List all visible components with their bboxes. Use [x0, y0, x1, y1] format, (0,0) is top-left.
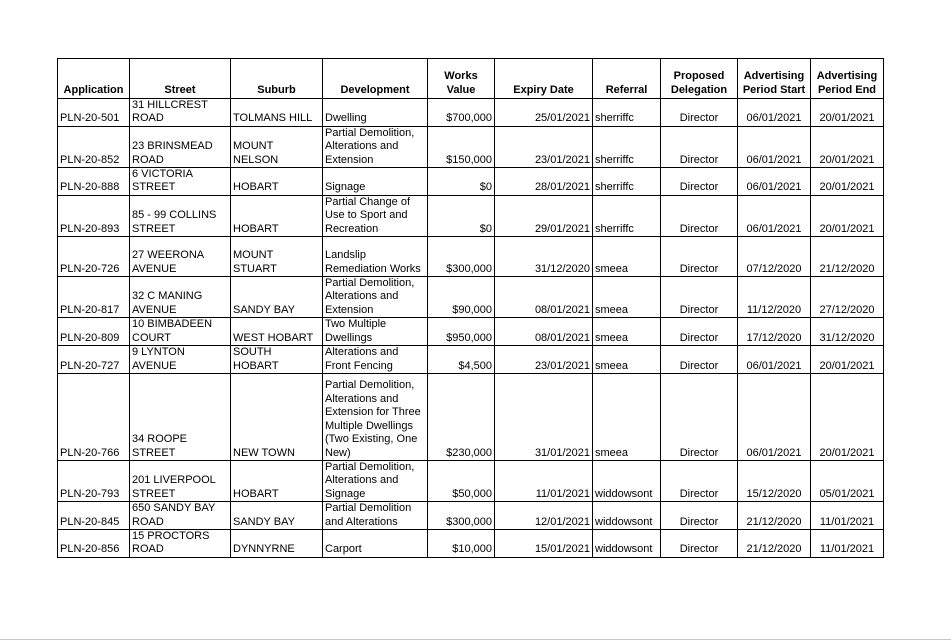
cell-advertising-start: 06/01/2021: [738, 373, 811, 460]
cell-expiry-date: 08/01/2021: [495, 277, 593, 318]
cell-development: Partial Demolition, Alterations and Extension for Three Multiple Dwellings (Two Existing, One New): [323, 373, 428, 460]
cell-development: Partial Change of Use to Sport and Recreation: [323, 195, 428, 236]
cell-suburb: HOBART: [231, 168, 323, 196]
cell-development: Signage: [323, 168, 428, 196]
header-suburb: Suburb: [231, 59, 323, 99]
cell-suburb: HOBART: [231, 460, 323, 501]
cell-suburb: WEST HOBART: [231, 318, 323, 346]
cell-suburb: SANDY BAY: [231, 502, 323, 530]
cell-works-value: $90,000: [428, 277, 495, 318]
table-row: [58, 126, 884, 167]
cell-application: PLN-20-793: [58, 460, 130, 501]
cell-development: Landslip Remediation Works: [323, 237, 428, 277]
cell-street: 10 BIMBADEEN COURT: [130, 318, 231, 346]
cell-delegation: Director: [661, 373, 738, 460]
cell-expiry-date: 29/01/2021: [495, 195, 593, 236]
cell-advertising-start: 06/01/2021: [738, 168, 811, 196]
cell-referral: widdowsont: [593, 460, 661, 501]
cell-application: PLN-20-856: [58, 529, 130, 557]
cell-application: PLN-20-845: [58, 502, 130, 530]
header-application: Application: [58, 59, 130, 99]
cell-suburb: SOUTH HOBART: [231, 346, 323, 374]
cell-application: PLN-20-726: [58, 237, 130, 277]
table-row: [58, 318, 884, 346]
cell-expiry-date: 23/01/2021: [495, 346, 593, 374]
cell-street: 85 - 99 COLLINS STREET: [130, 195, 231, 236]
cell-advertising-start: 11/12/2020: [738, 277, 811, 318]
cell-referral: sherriffc: [593, 195, 661, 236]
cell-delegation: Director: [661, 346, 738, 374]
cell-referral: widdowsont: [593, 502, 661, 530]
cell-expiry-date: 15/01/2021: [495, 529, 593, 557]
cell-street: 34 ROOPE STREET: [130, 373, 231, 460]
cell-works-value: $4,500: [428, 346, 495, 374]
cell-works-value: $150,000: [428, 126, 495, 167]
cell-works-value: $700,000: [428, 99, 495, 127]
cell-referral: smeea: [593, 373, 661, 460]
cell-delegation: Director: [661, 195, 738, 236]
cell-referral: smeea: [593, 346, 661, 374]
cell-advertising-start: 06/01/2021: [738, 126, 811, 167]
cell-street: 650 SANDY BAY ROAD: [130, 502, 231, 530]
header-referral: Referral: [593, 59, 661, 99]
cell-works-value: $950,000: [428, 318, 495, 346]
cell-advertising-start: 06/01/2021: [738, 346, 811, 374]
cell-advertising-end: 20/01/2021: [811, 99, 884, 127]
cell-application: PLN-20-727: [58, 346, 130, 374]
cell-expiry-date: 25/01/2021: [495, 99, 593, 127]
cell-works-value: $300,000: [428, 502, 495, 530]
cell-delegation: Director: [661, 168, 738, 196]
cell-advertising-start: 06/01/2021: [738, 99, 811, 127]
cell-suburb: NEW TOWN: [231, 373, 323, 460]
cell-street: 23 BRINSMEAD ROAD: [130, 126, 231, 167]
header-proposed-delegation: Proposed Delegation: [661, 59, 738, 99]
cell-works-value: $300,000: [428, 237, 495, 277]
cell-advertising-end: 05/01/2021: [811, 460, 884, 501]
table-row: [58, 277, 884, 318]
cell-application: PLN-20-501: [58, 99, 130, 127]
table-row: [58, 346, 884, 374]
cell-works-value: $10,000: [428, 529, 495, 557]
cell-delegation: Director: [661, 502, 738, 530]
cell-delegation: Director: [661, 318, 738, 346]
cell-advertising-end: 20/01/2021: [811, 373, 884, 460]
header-advertising-end: Advertising Period End: [811, 59, 884, 99]
cell-street: 15 PROCTORS ROAD: [130, 529, 231, 557]
cell-development: Alterations and Front Fencing: [323, 346, 428, 374]
table-row: [58, 460, 884, 501]
cell-referral: widdowsont: [593, 529, 661, 557]
cell-advertising-end: 31/12/2020: [811, 318, 884, 346]
cell-street: 6 VICTORIA STREET: [130, 168, 231, 196]
cell-suburb: SANDY BAY: [231, 277, 323, 318]
header-advertising-start: Advertising Period Start: [738, 59, 811, 99]
cell-suburb: DYNNYRNE: [231, 529, 323, 557]
cell-advertising-start: 21/12/2020: [738, 502, 811, 530]
cell-delegation: Director: [661, 277, 738, 318]
cell-development: Partial Demolition, Alterations and Extension: [323, 126, 428, 167]
cell-development: Partial Demolition, Alterations and Signage: [323, 460, 428, 501]
table-row: [58, 529, 884, 557]
cell-suburb: TOLMANS HILL: [231, 99, 323, 127]
cell-expiry-date: 08/01/2021: [495, 318, 593, 346]
cell-application: PLN-20-817: [58, 277, 130, 318]
header-expiry-date: Expiry Date: [495, 59, 593, 99]
cell-advertising-end: 11/01/2021: [811, 502, 884, 530]
cell-suburb: HOBART: [231, 195, 323, 236]
cell-suburb: MOUNT STUART: [231, 237, 323, 277]
cell-referral: smeea: [593, 277, 661, 318]
cell-advertising-start: 21/12/2020: [738, 529, 811, 557]
cell-expiry-date: 31/12/2020: [495, 237, 593, 277]
cell-street: 9 LYNTON AVENUE: [130, 346, 231, 374]
cell-street: 32 C MANING AVENUE: [130, 277, 231, 318]
cell-application: PLN-20-893: [58, 195, 130, 236]
cell-expiry-date: 31/01/2021: [495, 373, 593, 460]
cell-delegation: Director: [661, 529, 738, 557]
cell-advertising-start: 17/12/2020: [738, 318, 811, 346]
cell-delegation: Director: [661, 99, 738, 127]
cell-referral: smeea: [593, 318, 661, 346]
cell-advertising-start: 07/12/2020: [738, 237, 811, 277]
planning-applications-table: [57, 58, 884, 558]
cell-application: PLN-20-888: [58, 168, 130, 196]
cell-expiry-date: 28/01/2021: [495, 168, 593, 196]
cell-advertising-end: 20/01/2021: [811, 195, 884, 236]
cell-delegation: Director: [661, 460, 738, 501]
cell-advertising-end: 27/12/2020: [811, 277, 884, 318]
table-row: [58, 168, 884, 196]
table-row: [58, 373, 884, 460]
cell-advertising-end: 20/01/2021: [811, 346, 884, 374]
cell-advertising-end: 20/01/2021: [811, 168, 884, 196]
cell-delegation: Director: [661, 237, 738, 277]
cell-expiry-date: 12/01/2021: [495, 502, 593, 530]
cell-delegation: Director: [661, 126, 738, 167]
table-row: [58, 237, 884, 277]
cell-advertising-start: 06/01/2021: [738, 195, 811, 236]
cell-street: 27 WEERONA AVENUE: [130, 237, 231, 277]
cell-development: Two Multiple Dwellings: [323, 318, 428, 346]
cell-referral: sherriffc: [593, 126, 661, 167]
cell-suburb: MOUNT NELSON: [231, 126, 323, 167]
header-row: [58, 59, 884, 99]
cell-works-value: $230,000: [428, 373, 495, 460]
cell-application: PLN-20-766: [58, 373, 130, 460]
cell-advertising-end: 20/01/2021: [811, 126, 884, 167]
page-divider: [0, 639, 951, 640]
cell-expiry-date: 11/01/2021: [495, 460, 593, 501]
cell-development: Dwelling: [323, 99, 428, 127]
cell-works-value: $50,000: [428, 460, 495, 501]
cell-referral: sherriffc: [593, 168, 661, 196]
table-row: [58, 195, 884, 236]
cell-referral: sherriffc: [593, 99, 661, 127]
cell-development: Partial Demolition and Alterations: [323, 502, 428, 530]
cell-expiry-date: 23/01/2021: [495, 126, 593, 167]
cell-street: 201 LIVERPOOL STREET: [130, 460, 231, 501]
header-street: Street: [130, 59, 231, 99]
cell-advertising-start: 15/12/2020: [738, 460, 811, 501]
table-row: [58, 99, 884, 127]
cell-development: Carport: [323, 529, 428, 557]
cell-application: PLN-20-809: [58, 318, 130, 346]
cell-works-value: $0: [428, 168, 495, 196]
cell-works-value: $0: [428, 195, 495, 236]
cell-development: Partial Demolition, Alterations and Extension: [323, 277, 428, 318]
cell-application: PLN-20-852: [58, 126, 130, 167]
cell-street: 31 HILLCREST ROAD: [130, 99, 231, 127]
cell-advertising-end: 11/01/2021: [811, 529, 884, 557]
table-row: [58, 502, 884, 530]
cell-advertising-end: 21/12/2020: [811, 237, 884, 277]
header-works-value: Works Value: [428, 59, 495, 99]
header-development: Development: [323, 59, 428, 99]
cell-referral: smeea: [593, 237, 661, 277]
